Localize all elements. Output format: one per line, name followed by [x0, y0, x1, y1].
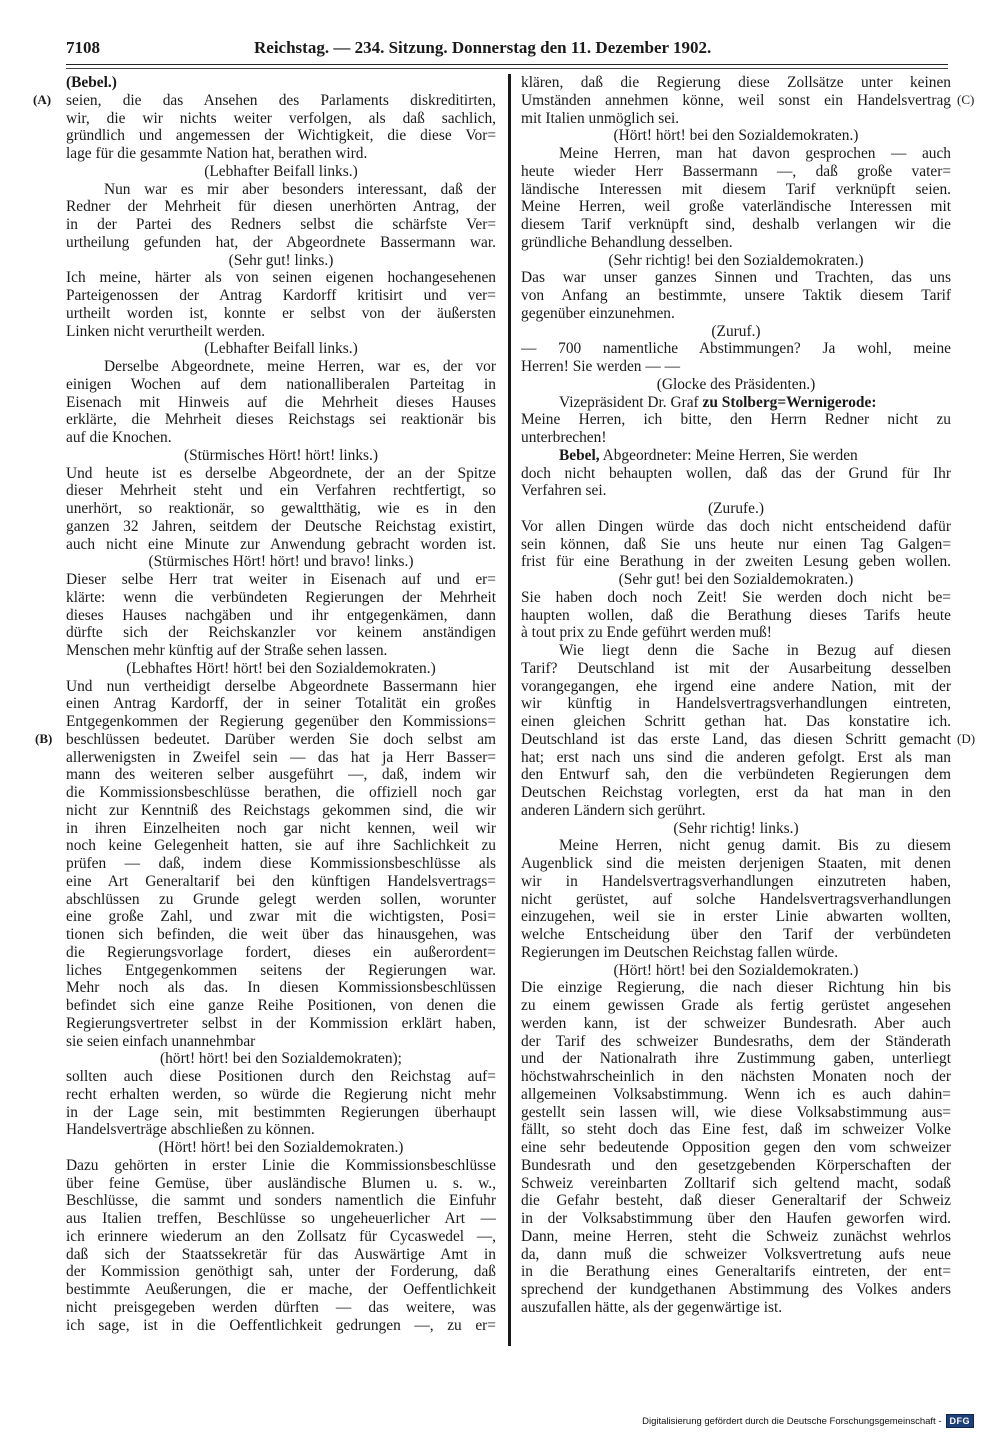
- text-line: die Regierungsvorlage fordert, dieses ein außerordent=: [66, 943, 496, 961]
- text-line: (Bebel.): [66, 74, 117, 91]
- text-line: Dann, meine Herren, steht die Schweiz zunächst wehrlos: [521, 1227, 951, 1245]
- text-line: von Anfang an bestimmte, unsere Taktik diesem Tarif: [521, 287, 951, 304]
- text-line: Mehr noch als das. In diesen Kommissionsbeschlüssen: [66, 979, 496, 997]
- text-line: Eisenach mit Hinweis auf die Mehrheit dieses Hauses: [66, 393, 496, 411]
- interjection-line: (Lebhafter Beifall links.): [204, 162, 358, 180]
- text-line: der Tarif des schweizer Bundesraths, dem der Ständerath: [521, 1032, 951, 1050]
- page-number: 7108: [66, 38, 100, 57]
- text-line: prüfen — daß, indem diese Kommissionsbeschlüsse als: [66, 855, 496, 872]
- text-line: Augenblick sind die meisten derjenigen Staaten, mit denen: [521, 855, 951, 872]
- text-line: bestimmte Aeußerungen, die er mache, der Oeffentlichkeit: [66, 1281, 496, 1298]
- text-line: Und nun vertheidigt derselbe Abgeordnete Bassermann hier: [66, 677, 496, 695]
- text-line: wir, die wir nichts weiter verfolgen, als daß sachlich,: [66, 109, 496, 127]
- text-line: fällt, so steht doch das Eine fest, daß im schweizer Volke: [521, 1121, 951, 1139]
- text-line: einzugehen, weil sie in erster Linie abwarten wollten,: [521, 908, 951, 926]
- text-line: gestellt sein lassen will, wie diese Volksabstimmung aus=: [521, 1103, 951, 1121]
- text-line: einigen Wochen auf dem nationalliberalen Parteitag in: [66, 375, 496, 393]
- text-line: dieser Mehrheit steht und ein Verfahren rechtfertigt, so: [66, 482, 496, 500]
- text-line: gründlich und angemessen der Wichtigkeit, die diese Vor=: [66, 127, 496, 145]
- text-line: urtheilung gefunden hat, der Abgeordnete Bassermann war.: [66, 233, 496, 251]
- text-line: in der Lage sein, mit bestimmten Regierungen überhaupt: [66, 1103, 496, 1121]
- text-line: Vor allen Dingen würde das doch nicht entscheidend dafür: [521, 517, 951, 535]
- text-line: in der Partei des Redners selbst die schärfste Ver=: [66, 216, 496, 233]
- text-line: seien, die das Ansehen des Parlaments diskreditirten,: [66, 91, 496, 109]
- text-line: urtheilt worden ist, konnte er selbst von der äußersten: [66, 304, 496, 322]
- text-line: Deutschland ist das erste Land, das diesen Schritt gemacht: [521, 730, 951, 748]
- text-line: vorangegangen, ehe irgend eine andere Nation, mit der: [521, 677, 951, 695]
- header-rule-thin: [66, 68, 948, 69]
- text-line: diesem Tarif verknüpft sind, deshalb verlangen wir die: [521, 216, 951, 233]
- margin-marker-b: (B): [35, 731, 53, 746]
- text-line: [521, 394, 951, 412]
- text-line: wir in Handelsvertragsverhandlungen einzutreten haben,: [521, 872, 951, 890]
- interjection-line: (Sehr richtig! bei den Sozialdemokraten.): [608, 251, 864, 269]
- text-line: sein können, daß Sie uns heute nur einen Tag Galgen=: [521, 535, 951, 553]
- text-line: Handelsverträge abschließen zu können.: [66, 1121, 315, 1139]
- text-line: Dieser selbe Herr trat weiter in Eisenach auf und er=: [66, 571, 496, 588]
- text-line: die Kommissionsbeschlüsse berathen, die offiziell noch gar: [66, 784, 496, 801]
- margin-marker-c: (C): [957, 92, 975, 107]
- text-line: dieses Hauses nachgäben und ihr entgegenkämen, dann: [66, 606, 496, 624]
- text-line: höchstwahrscheinlich in den nächsten Monaten noch der: [521, 1068, 951, 1085]
- text-line: Tarif? Deutschland ist mit der Ausarbeitung desselben: [521, 659, 951, 677]
- text-line: daß sich der Staatssekretär für das Auswärtige Amt in: [66, 1245, 496, 1263]
- text-line: sie seien einfach unannehmbar: [66, 1032, 256, 1050]
- text-line: Deutschen Reichstag vorlegten, erst da hat man in den: [521, 784, 951, 801]
- interjection-line: (Hört! hört! bei den Sozialdemokraten.): [613, 961, 859, 979]
- text-line: ganzen 32 Jahren, seitdem der Deutsche Reichstag existirt,: [66, 517, 496, 535]
- text-line: Meine Herren, nicht genug damit. Bis zu diesem: [559, 837, 951, 855]
- header-rule: [66, 64, 948, 65]
- text-line: unerhört, so reaktionär, so gewaltthätig, wie es in den: [66, 500, 496, 517]
- text-line: Nun war es mir aber besonders interessant, daß der: [104, 180, 496, 198]
- interjection-line: (Hört! hört! bei den Sozialdemokraten.): [613, 127, 859, 145]
- text-line: allgemeinen Volksabstimmung. Wenn ich es auch dahin=: [521, 1085, 951, 1103]
- column-divider: [508, 74, 511, 1346]
- text-line: Meine Herren, man hat davon gesprochen — auch: [559, 145, 951, 162]
- header-title: Reichstag. — 234. Sitzung. Donnerstag den 11. Dezember 1902.: [254, 38, 712, 57]
- text-line: klärte: wenn die verbündeten Regierungen der Mehrheit: [66, 588, 496, 606]
- text-line: einen gleichen Schritt gethan hat. Das konstatire ich.: [521, 713, 951, 730]
- text-line: erklärte, die Mehrheit dieses Reichstags sei reaktionär bis: [66, 411, 496, 429]
- text-line: Sie haben doch noch Zeit! Sie werden doch nicht be=: [521, 588, 951, 606]
- text-line: heute wieder Herr Bassermann —, daß große vater=: [521, 162, 951, 180]
- text-line: lage für die gesammte Nation hat, berathen wird.: [66, 145, 368, 162]
- text-line: Ich meine, härter als von seinen eigenen hochangesehenen: [66, 269, 496, 287]
- interjection-line: (Zuruf.): [711, 322, 761, 340]
- speech-text: Abgeordneter: Meine Herren, Sie werden: [599, 446, 858, 464]
- text-line: Das war unser ganzes Sinnen und Trachten, das uns: [521, 269, 951, 287]
- text-line: — 700 namentliche Abstimmungen? Ja wohl, meine: [521, 340, 951, 358]
- text-line: ich erinnere wiederum an den Zollsatz für Cycaswedel —,: [66, 1227, 496, 1245]
- interjection-line: (Sehr gut! links.): [228, 251, 334, 269]
- text-line: eine Art Generaltarif bei den künftigen Handelsvertrags=: [66, 872, 496, 890]
- running-header: [66, 38, 950, 60]
- text-line: Derselbe Abgeordnete, meine Herren, war es, der vor: [104, 358, 496, 375]
- text-line: eine große Zahl, und zwar mit die wichtigsten, Posi=: [66, 908, 496, 926]
- text-line: Redner der Mehrheit für diesen unerhörten Antrag, der: [66, 198, 496, 216]
- text-line: zu einem gewissen Grade als fertig gerüstet angesehen: [521, 997, 951, 1014]
- text-line: sollten auch diese Positionen durch den Reichstag auf=: [66, 1068, 496, 1085]
- text-line: befindet sich eine ganze Reihe Positionen, von denen die: [66, 997, 496, 1014]
- interjection-line: (Lebhaftes Hört! hört! bei den Sozialdemokraten.): [126, 659, 436, 677]
- right-column: [521, 74, 951, 1317]
- text-line: [521, 447, 951, 465]
- text-line: nicht zur Kenntniß des Reichstags gekommen sind, die wir: [66, 801, 496, 819]
- text-line: Parteigenossen der Antrag Kardorff kritisirt und ver=: [66, 287, 496, 304]
- interjection-line: (Lebhafter Beifall links.): [204, 340, 358, 358]
- text-line: beschlüssen bedeutet. Darüber werden Sie doch selbst am: [66, 730, 496, 748]
- text-line: unterbrechen!: [521, 429, 607, 446]
- text-line: der Kommission genöthigt sah, unter der Forderung, daß: [66, 1263, 496, 1281]
- text-line: mit Italien unmöglich sei.: [521, 109, 680, 127]
- text-line: dürfte sich der Reichskanzler vor keinem anständigen: [66, 624, 496, 642]
- text-line: über feine Gemüse, über ausländische Blumen u. s. w.,: [66, 1174, 496, 1192]
- text-line: einen Antrag Kardorff, der in seiner Totalität ein großes: [66, 695, 496, 713]
- text-line: noch keine Gelegenheit hatten, sie auf ihre Sachlichkeit zu: [66, 837, 496, 855]
- text-line: Menschen mehr künftig auf der Straße sehen lassen.: [66, 642, 388, 659]
- text-line: ich sage, ist in die Oeffentlichkeit gedrungen —, zu er=: [66, 1316, 496, 1334]
- text-line: gründliche Behandlung desselben.: [521, 233, 733, 251]
- text-line: nicht preisgegeben werden dürften — das weitere, was: [66, 1298, 496, 1316]
- margin-marker-a: (A): [33, 92, 52, 107]
- speaker-name: Bebel,: [559, 446, 600, 464]
- text-line: frist für eine Berathung in der zweiten Lesung geben wollen.: [521, 553, 951, 571]
- interjection-line: (Hört! hört! bei den Sozialdemokraten.): [158, 1139, 404, 1156]
- interjection-line: (Sehr gut! bei den Sozialdemokraten.): [618, 571, 854, 588]
- text-line: Bundesrath und den gesetzgebenden Körperschaften der: [521, 1156, 951, 1174]
- interjection-line: (hört! hört! bei den Sozialdemokraten);: [160, 1050, 402, 1068]
- text-line: Schweiz vereinbarten Zolltarif sich geltend macht, sodaß: [521, 1174, 951, 1192]
- interjection-line: (Sehr richtig! links.): [673, 819, 799, 837]
- text-line: Und heute ist es derselbe Abgeordnete, der an der Spitze: [66, 464, 496, 482]
- text-line: eine sehr bedeutende Opposition gegen den vom schweizer: [521, 1139, 951, 1156]
- text-line: klären, daß die Regierung diese Zollsätze unter keinen: [521, 74, 951, 91]
- text-line: in ihren Einzelheiten noch gar nicht kennen, weil wir: [66, 819, 496, 837]
- text-line: anderen Ländern sich gerührt.: [521, 801, 706, 819]
- text-line: in der Volksabstimmung über den Haufen geworfen wird.: [521, 1210, 951, 1227]
- speaker-name: zu Stolberg=Wernigerode:: [702, 393, 877, 411]
- text-line: wir künftig in Handelsvertragsverhandlungen eintreten,: [521, 695, 951, 713]
- text-line: gegenüber einzunehmen.: [521, 304, 675, 322]
- text-line: Dazu gehörten in erster Linie die Kommissionsbeschlüsse: [66, 1156, 496, 1174]
- interjection-line: (Glocke des Präsidenten.): [656, 375, 816, 393]
- text-line: doch nicht behaupten wollen, daß das der Grund für Ihr: [521, 464, 951, 482]
- dfg-logo: DFG: [946, 1414, 975, 1428]
- text-line: welche Entscheidung über den Tarif der verbündeten: [521, 926, 951, 943]
- text-line: sprechend der kundgethanen Abstimmung des Volkes anders: [521, 1281, 951, 1298]
- text-line: tionen sich befinden, die weit über das hinausgehen, was: [66, 926, 496, 943]
- text-line: nicht gerüstet, auf solche Handelsvertragsverhandlungen: [521, 890, 951, 908]
- text-line: liches Entgegenkommen seitens der Regierungen war.: [66, 961, 496, 979]
- footer-credit-text: Digitalisierung gefördert durch die Deutsche Forschungsgemeinschaft -: [642, 1415, 942, 1427]
- text-line: auch nicht eine Minute zur Anwendung gebracht worden ist.: [66, 535, 496, 553]
- text-line: allerwenigsten in Zweifel sein — das hat ja Herr Basser=: [66, 748, 496, 766]
- text-line: mann des weiteren selber ausgeführt —, daß, indem wir: [66, 766, 496, 784]
- text-line: und der Nationalrath ihre Zustimmung gaben, unterliegt: [521, 1050, 951, 1068]
- text-line: den Entwurf sah, den die verbündeten Regierungen dem: [521, 766, 951, 784]
- text-line: Linken nicht verurtheilt werden.: [66, 322, 266, 340]
- interjection-line: (Zurufe.): [708, 500, 764, 517]
- text-line: Herren! Sie werden — —: [521, 358, 680, 375]
- text-line: Die einzige Regierung, die nach dieser Richtung hin bis: [521, 979, 951, 997]
- left-column: [66, 74, 496, 1334]
- text-line: werden kann, ist der schweizer Bundesrath. Aber auch: [521, 1014, 951, 1032]
- text-line: Verfahren sei.: [521, 482, 607, 500]
- interjection-line: (Stürmisches Hört! hört! und bravo! links.): [148, 553, 414, 571]
- text-line: Meine Herren, weil große vaterländische Interessen mit: [521, 198, 951, 216]
- text-line: auszufallen hätte, als der gegenwärtige ist.: [521, 1298, 783, 1316]
- text-line: da, dann muß die schweizer Volksvertretung aufs neue: [521, 1245, 951, 1263]
- text-line: die Gefahr besteht, daß dieser Generaltarif der Schweiz: [521, 1192, 951, 1210]
- text-line: auf die Knochen.: [66, 429, 172, 446]
- text-line: Meine Herren, ich bitte, den Herrn Redner nicht zu: [521, 411, 951, 429]
- text-line: Wie liegt denn die Sache in Bezug auf diesen: [559, 642, 951, 659]
- text-line: hat; erst nach uns sind die anderen gefolgt. Erst als man: [521, 748, 951, 766]
- text-line: abschlüssen zu Grunde gelegt werden sollen, worunter: [66, 890, 496, 908]
- text-line: Regierungen im Deutschen Reichstag fallen würde.: [521, 943, 839, 961]
- speaker-prefix: Vizepräsident Dr. Graf: [559, 393, 703, 411]
- text-line: Regierungsvertreter selbst in der Kommission erklärt haben,: [66, 1014, 496, 1032]
- text-line: à tout prix zu Ende geführt werden muß!: [521, 624, 772, 642]
- text-line: in die Berathung eines Generaltarifs eintreten, der ent=: [521, 1263, 951, 1281]
- text-line: Umständen annehmen könne, weil sonst ein Handelsvertrag: [521, 91, 951, 109]
- interjection-line: (Stürmisches Hört! hört! links.): [183, 446, 379, 464]
- text-line: Entgegenkommen der Regierung gegenüber den Kommissions=: [66, 713, 496, 730]
- text-line: ländische Interessen mit diesem Tarif verknüpft seien.: [521, 180, 951, 198]
- text-line: haupten wollen, daß die Berathung dieses Tarifs heute: [521, 606, 951, 624]
- margin-marker-d: (D): [957, 731, 976, 746]
- text-line: aus Italien treffen, Beschlüsse so ungeheuerlicher Art —: [66, 1210, 496, 1227]
- footer-credit: [642, 1414, 974, 1428]
- text-line: recht erhalten werden, so würde die Regierung nicht mehr: [66, 1085, 496, 1103]
- text-line: Beschlüsse, die sammt und sonders namentlich die Einfuhr: [66, 1192, 496, 1210]
